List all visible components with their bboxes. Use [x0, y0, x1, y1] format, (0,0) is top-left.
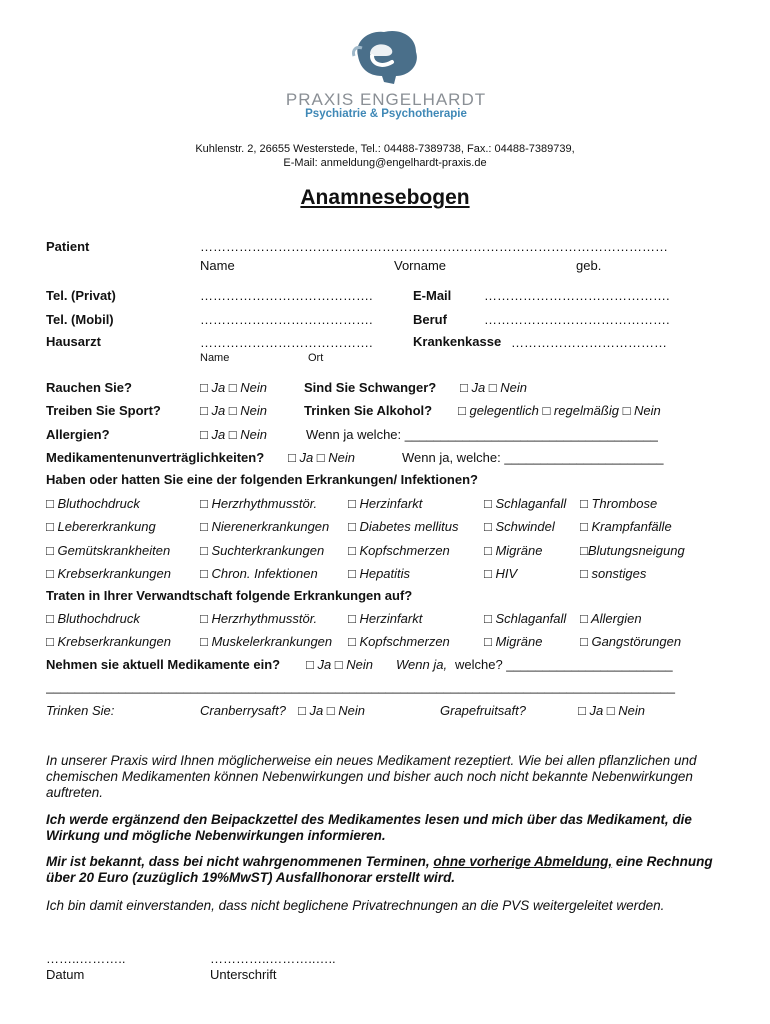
page-title: Anamnesebogen: [300, 186, 470, 209]
medikamente-welche[interactable]: welche? _______________________: [455, 657, 673, 672]
condition-checkbox[interactable]: □ Muskelerkrankungen: [200, 634, 333, 649]
unterschrift-field[interactable]: …………..………..…..: [210, 951, 336, 966]
condition-checkbox[interactable]: □ Herzinfarkt: [348, 611, 423, 626]
condition-checkbox[interactable]: □ Herzrhythmusstör.: [200, 496, 318, 511]
hausarzt-label: Hausarzt: [46, 334, 101, 349]
condition-checkbox[interactable]: □ Gangstörungen: [580, 634, 682, 649]
condition-checkbox[interactable]: □ Bluthochdruck: [46, 611, 140, 626]
patient-sub-vorname: Vorname: [394, 258, 447, 273]
rauchen-label: Rauchen Sie?: [46, 380, 132, 395]
pvs-paragraph: Ich bin damit einverstanden, dass nicht beglichene Privatrechnungen an die PVS weitergeleitet werden.: [46, 898, 665, 913]
alkohol-options[interactable]: □ gelegentlich □ regelmäßig □ Nein: [458, 403, 661, 418]
condition-checkbox[interactable]: □ Diabetes mellitus: [348, 519, 459, 535]
condition-checkbox[interactable]: □ sonstiges: [580, 565, 647, 581]
condition-checkbox[interactable]: □ Migräne: [484, 634, 543, 649]
condition-checkbox[interactable]: □ Hepatitis: [348, 565, 411, 581]
condition-checkbox[interactable]: □ Herzrhythmusstör.: [200, 611, 318, 626]
medikamente-wenn-ja: Wenn ja,: [396, 657, 448, 672]
patient-label: Patient: [46, 239, 90, 254]
condition-checkbox[interactable]: □ Krampfanfälle: [580, 519, 672, 535]
email-input[interactable]: …………………………………….: [484, 288, 670, 303]
schwanger-options[interactable]: □ Ja □ Nein: [460, 380, 528, 395]
tel-mobil-input[interactable]: ………………………………….: [200, 312, 373, 327]
datum-label: Datum: [46, 967, 85, 982]
tel-mobil-label: Tel. (Mobil): [46, 312, 114, 327]
unterschrift-label: Unterschrift: [210, 967, 277, 982]
sport-label: Treiben Sie Sport?: [46, 403, 161, 418]
hausarzt-sub-name: Name: [200, 352, 230, 364]
ausfallhonorar-paragraph: [46, 854, 736, 886]
patient-sub-name: Name: [200, 258, 235, 273]
allergien-options[interactable]: □ Ja □ Nein: [200, 427, 268, 442]
condition-checkbox[interactable]: □ Schlaganfall: [484, 611, 567, 626]
cranberry-options[interactable]: □ Ja □ Nein: [298, 703, 366, 718]
condition-checkbox[interactable]: □ Migräne: [484, 542, 543, 558]
condition-checkbox[interactable]: □ Gemütskrankheiten: [46, 542, 171, 558]
ausfallhonorar-text-b: eine Rechnung über 20 Euro (zuzüglich 19%MwST) Ausfallhonorar erstellt wird.: [46, 854, 713, 885]
grapefruit-label: Grapefruitsaft?: [440, 703, 526, 718]
condition-checkbox[interactable]: □ HIV: [484, 565, 518, 581]
condition-checkbox[interactable]: □ Thrombose: [580, 496, 658, 511]
krankenkasse-input[interactable]: ………………………………: [511, 335, 667, 350]
medikamente-label: Nehmen sie aktuell Medikamente ein?: [46, 657, 281, 672]
practice-name: PRAXIS ENGELHARDT: [285, 90, 487, 109]
medikamente-line[interactable]: _______________________________________________________________________________________: [46, 679, 676, 694]
beruf-label: Beruf: [413, 312, 447, 327]
address-line1: Kuhlenstr. 2, 26655 Westerstede, Tel.: 04488-7389738, Fax.: 04488-7389739,: [195, 143, 575, 155]
schwanger-label: Sind Sie Schwanger?: [304, 380, 437, 395]
condition-checkbox[interactable]: □ Herzinfarkt: [348, 496, 423, 511]
condition-checkbox[interactable]: □Blutungsneigung: [580, 542, 685, 558]
practice-logo: [350, 26, 422, 86]
brain-logo-icon: [350, 26, 422, 86]
condition-checkbox[interactable]: □ Krebserkrankungen: [46, 634, 171, 649]
condition-checkbox[interactable]: □ Schwindel: [484, 519, 555, 535]
allergien-label: Allergien?: [46, 427, 110, 442]
cranberry-label: Cranberrysaft?: [200, 703, 286, 718]
medik-unvertraeglichkeit-options[interactable]: □ Ja □ Nein: [288, 450, 356, 465]
verwandtschaft-heading: Traten in Ihrer Verwandtschaft folgende Erkrankungen auf?: [46, 588, 413, 603]
condition-checkbox[interactable]: □ Chron. Infektionen: [200, 565, 318, 581]
condition-checkbox[interactable]: □ Lebererkrankung: [46, 519, 156, 535]
erkrankungen-heading: Haben oder hatten Sie eine der folgenden Erkrankungen/ Infektionen?: [46, 472, 478, 487]
info-paragraph: In unserer Praxis wird Ihnen möglicherweise ein neues Medikament rezeptiert. Wie bei allen pflanzlichen und chemischen Medikamenten können Nebenwirkungen und bisher auch noch nicht bekannte Nebenwirkungen auftreten.: [46, 753, 697, 800]
tel-privat-label: Tel. (Privat): [46, 288, 116, 303]
ausfallhonorar-underlined: ohne vorherige Abmeldung,: [433, 854, 613, 869]
alkohol-label: Trinken Sie Alkohol?: [304, 403, 433, 418]
hausarzt-sub-ort: Ort: [308, 352, 324, 364]
condition-checkbox[interactable]: □ Suchterkrankungen: [200, 542, 325, 558]
rauchen-options[interactable]: □ Ja □ Nein: [200, 380, 268, 395]
email-label: E-Mail: [413, 288, 452, 303]
condition-checkbox[interactable]: □ Nierenerkrankungen: [200, 519, 330, 535]
beipackzettel-paragraph: Ich werde ergänzend den Beipackzettel des Medikamentes lesen und mich über das Medikament, die Wirkung und mögliche Nebenwirkungen informieren.: [46, 812, 692, 843]
ausfallhonorar-text-a: Mir ist bekannt, dass bei nicht wahrgenommenen Terminen,: [46, 854, 434, 869]
practice-subtitle: Psychiatrie & Psychotherapie: [305, 108, 467, 120]
condition-checkbox[interactable]: □ Allergien: [580, 611, 642, 626]
grapefruit-options[interactable]: □ Ja □ Nein: [578, 703, 646, 718]
hausarzt-input[interactable]: ………………………………….: [200, 335, 373, 350]
allergien-welche[interactable]: Wenn ja welche: ___________________________________: [306, 427, 658, 442]
medik-unvertraeglichkeit-welche[interactable]: Wenn ja, welche: ______________________: [402, 450, 664, 465]
condition-checkbox[interactable]: □ Krebserkrankungen: [46, 565, 171, 581]
trinken-label: Trinken Sie:: [46, 703, 115, 718]
medikamente-options[interactable]: □ Ja □ Nein: [306, 657, 374, 672]
sport-options[interactable]: □ Ja □ Nein: [200, 403, 268, 418]
medik-unvertraeglichkeit-label: Medikamentenunverträglichkeiten?: [46, 450, 265, 465]
datum-field[interactable]: ……..………..: [46, 951, 126, 966]
patient-sub-geb: geb.: [576, 258, 602, 273]
condition-checkbox[interactable]: □ Kopfschmerzen: [348, 542, 450, 558]
patient-input[interactable]: ………………………………………………………………………………………………: [200, 239, 668, 254]
address-line2: E-Mail: anmeldung@engelhardt-praxis.de: [283, 157, 487, 169]
condition-checkbox[interactable]: □ Schlaganfall: [484, 496, 567, 511]
condition-checkbox[interactable]: □ Bluthochdruck: [46, 496, 140, 511]
krankenkasse-label: Krankenkasse: [413, 334, 502, 349]
beruf-input[interactable]: …………………………………….: [484, 312, 670, 327]
condition-checkbox[interactable]: □ Kopfschmerzen: [348, 634, 450, 649]
tel-privat-input[interactable]: ………………………………….: [200, 288, 373, 303]
